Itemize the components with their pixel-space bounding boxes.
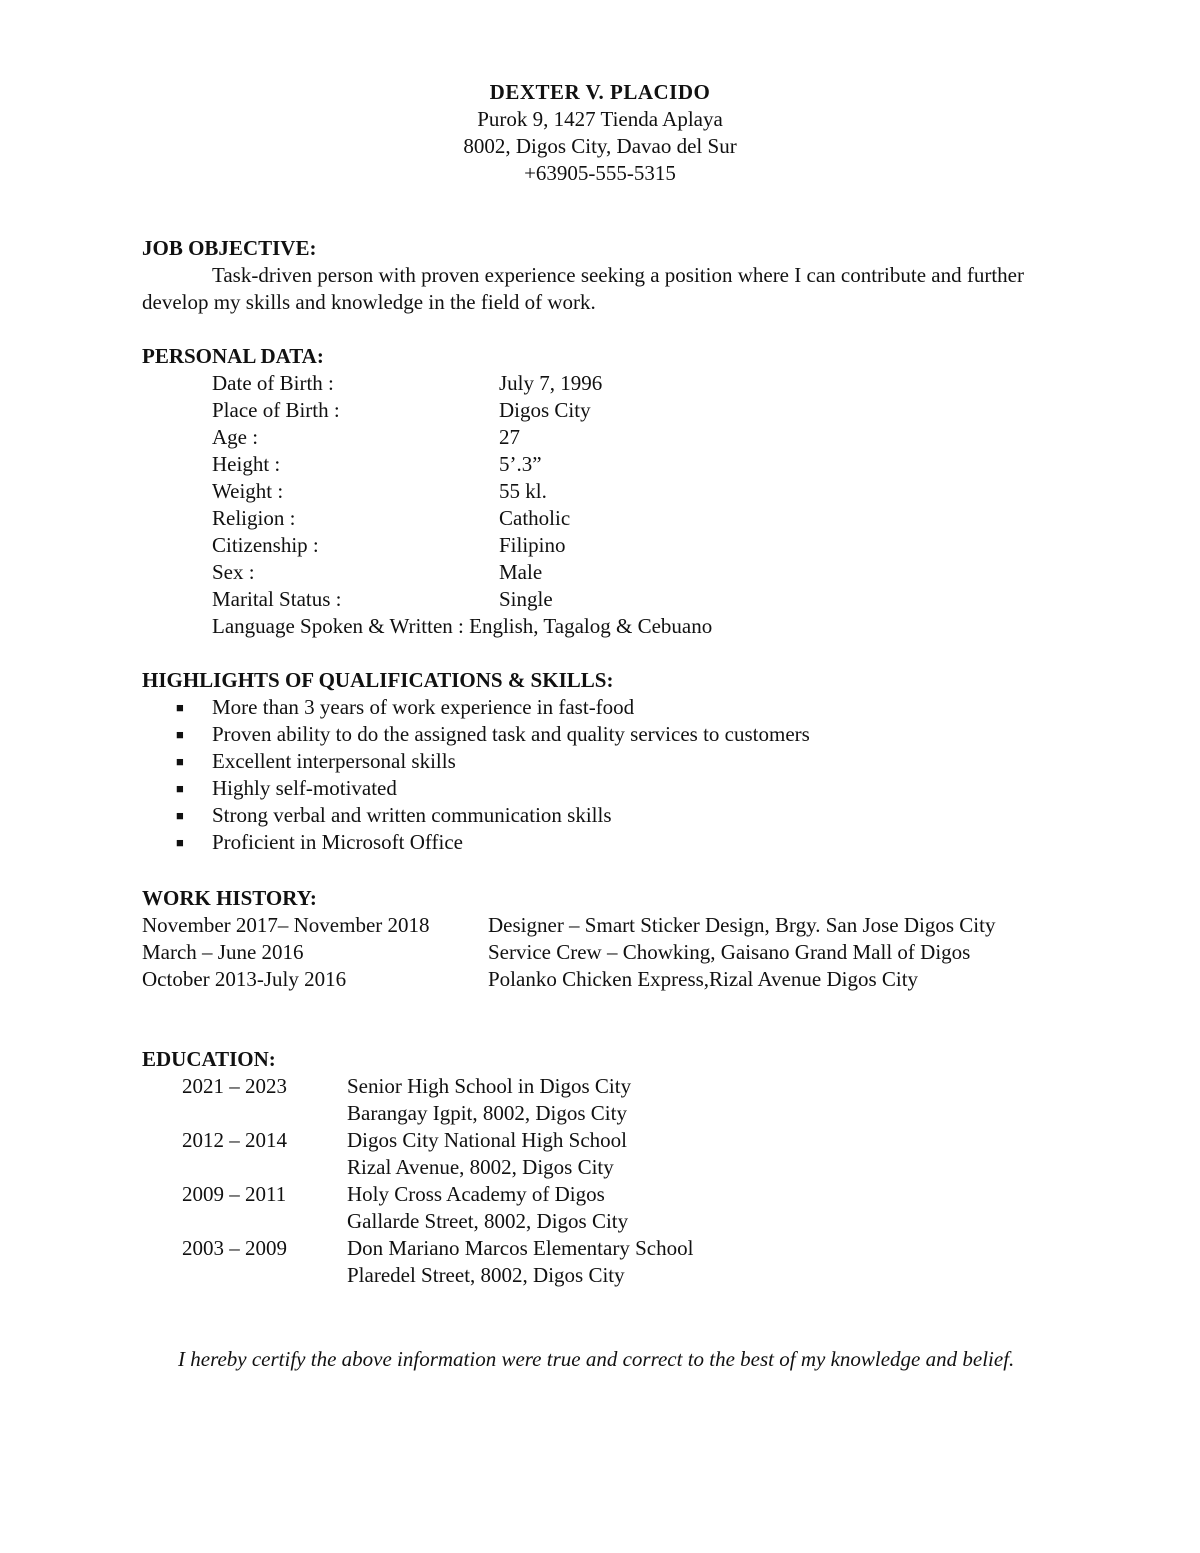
personal-label: Weight :: [212, 479, 284, 503]
school-name: Senior High School in Digos City: [347, 1074, 632, 1098]
personal-row: [212, 424, 912, 451]
school-address: Rizal Avenue, 8002, Digos City: [347, 1155, 614, 1179]
square-bullet-icon: ■: [176, 781, 184, 796]
personal-row-language: [212, 613, 912, 640]
personal-value: Single: [499, 587, 553, 611]
education-years: 2021 – 2023: [182, 1074, 287, 1098]
work-description: Designer – Smart Sticker Design, Brgy. San Jose Digos City: [488, 913, 996, 937]
education-row: [182, 1181, 882, 1208]
square-bullet-icon: ■: [176, 835, 184, 850]
education-address-row: [182, 1100, 882, 1127]
highlight-text: More than 3 years of work experience in fast-food: [212, 695, 635, 719]
objective-body: Task-driven person with proven experience seeking a position where I can contribute and further develop my skills and knowledge in the field of work.: [142, 263, 1024, 314]
school-name: Digos City National High School: [347, 1128, 627, 1152]
personal-row: [212, 397, 912, 424]
personal-value: Catholic: [499, 506, 571, 530]
education-row: [182, 1127, 882, 1154]
certification-statement: [142, 1346, 1057, 1373]
personal-label: Sex :: [212, 560, 255, 584]
phone-number: +63905-555-5315: [524, 161, 676, 185]
work-row: [142, 939, 1082, 966]
education-list: [182, 1073, 882, 1289]
school-name: Holy Cross Academy of Digos: [347, 1182, 605, 1206]
work-history-list: [142, 912, 1082, 993]
resume-header: [0, 79, 1200, 187]
personal-label: Date of Birth :: [212, 371, 334, 395]
personal-row: [212, 370, 912, 397]
work-date: March – June 2016: [142, 940, 304, 964]
highlight-text: Excellent interpersonal skills: [212, 749, 456, 773]
education-row: [182, 1235, 882, 1262]
personal-row: [212, 586, 912, 613]
job-objective-text: [142, 262, 1057, 316]
personal-label: Age :: [212, 425, 259, 449]
personal-row: [212, 532, 912, 559]
work-row: [142, 912, 1082, 939]
personal-value: 55 kl.: [499, 479, 547, 503]
education-address-row: [182, 1262, 882, 1289]
work-description: Service Crew – Chowking, Gaisano Grand Mall of Digos: [488, 940, 971, 964]
personal-value: Filipino: [499, 533, 566, 557]
education-years: 2012 – 2014: [182, 1128, 287, 1152]
square-bullet-icon: ■: [176, 700, 184, 715]
language-spoken: Language Spoken & Written : English, Tagalog & Cebuano: [212, 614, 713, 638]
personal-row: [212, 559, 912, 586]
square-bullet-icon: ■: [176, 808, 184, 823]
highlight-text: Proven ability to do the assigned task and quality services to customers: [212, 722, 810, 746]
education-years: 2003 – 2009: [182, 1236, 287, 1260]
highlight-text: Highly self-motivated: [212, 776, 397, 800]
personal-value: Digos City: [499, 398, 591, 422]
education-years: 2009 – 2011: [182, 1182, 287, 1206]
personal-data-heading: PERSONAL DATA:: [142, 344, 324, 368]
job-objective-heading: JOB OBJECTIVE:: [142, 236, 317, 260]
personal-label: Citizenship :: [212, 533, 319, 557]
work-row: [142, 966, 1082, 993]
highlights-heading: HIGHLIGHTS OF QUALIFICATIONS & SKILLS:: [142, 668, 614, 692]
certification-text: I hereby certify the above information were true and correct to the best of my knowledge and belief.: [178, 1347, 1015, 1371]
personal-label: Place of Birth :: [212, 398, 340, 422]
applicant-name: DEXTER V. PLACIDO: [489, 80, 711, 104]
personal-label: Marital Status :: [212, 587, 342, 611]
school-address: Plaredel Street, 8002, Digos City: [347, 1263, 625, 1287]
work-history-heading: WORK HISTORY:: [142, 886, 317, 910]
work-description: Polanko Chicken Express,Rizal Avenue Digos City: [488, 967, 919, 991]
square-bullet-icon: ■: [176, 727, 184, 742]
school-address: Barangay Igpit, 8002, Digos City: [347, 1101, 627, 1125]
personal-value: Male: [499, 560, 543, 584]
school-name: Don Mariano Marcos Elementary School: [347, 1236, 694, 1260]
education-heading: EDUCATION:: [142, 1047, 276, 1071]
personal-value: 27: [499, 425, 520, 449]
education-address-row: [182, 1154, 882, 1181]
address-line-2: 8002, Digos City, Davao del Sur: [463, 134, 737, 158]
personal-label: Height :: [212, 452, 281, 476]
personal-row: [212, 505, 912, 532]
personal-row: [212, 451, 912, 478]
address-line-1: Purok 9, 1427 Tienda Aplaya: [477, 107, 723, 131]
personal-data-list: [212, 370, 912, 640]
personal-value: July 7, 1996: [499, 371, 603, 395]
work-date: October 2013-July 2016: [142, 967, 347, 991]
personal-row: [212, 478, 912, 505]
education-row: [182, 1073, 882, 1100]
personal-value: 5’.3”: [499, 452, 542, 476]
school-address: Gallarde Street, 8002, Digos City: [347, 1209, 629, 1233]
personal-label: Religion :: [212, 506, 296, 530]
education-address-row: [182, 1208, 882, 1235]
highlight-text: Proficient in Microsoft Office: [212, 830, 463, 854]
highlight-text: Strong verbal and written communication skills: [212, 803, 612, 827]
work-date: November 2017– November 2018: [142, 913, 430, 937]
square-bullet-icon: ■: [176, 754, 184, 769]
